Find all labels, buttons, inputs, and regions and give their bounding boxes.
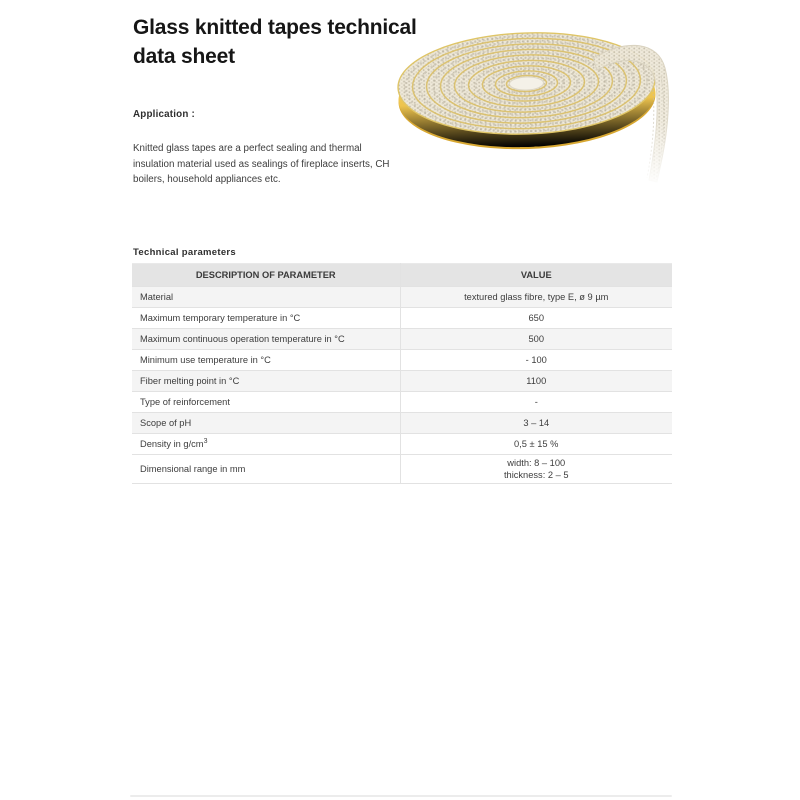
table-row [132, 287, 672, 308]
table-row [132, 434, 672, 455]
page-title-line1: Glass knitted tapes technical [133, 16, 417, 40]
parameter-cell: Fiber melting point in °C [132, 371, 400, 392]
column-header-description: DESCRIPTION OF PARAMETER [132, 264, 400, 287]
page-title-line2: data sheet [133, 44, 235, 68]
table-row [132, 350, 672, 371]
value-cell: - [400, 392, 672, 413]
table-row [132, 455, 672, 484]
parameter-cell: Type of reinforcement [132, 392, 400, 413]
parameter-cell: Material [132, 287, 400, 308]
value-cell: 0,5 ± 15 % [400, 434, 672, 455]
value-cell: textured glass fibre, type E, ø 9 µm [400, 287, 672, 308]
table-row [132, 308, 672, 329]
value-cell: width: 8 – 100 thickness: 2 – 5 [400, 455, 672, 484]
table-header-row [132, 264, 672, 287]
value-cell: 3 – 14 [400, 413, 672, 434]
parameter-cell: Maximum temporary temperature in °C [132, 308, 400, 329]
technical-parameters-table [132, 263, 672, 484]
application-heading: Application : [133, 109, 195, 120]
table-row [132, 392, 672, 413]
table-row [132, 329, 672, 350]
value-cell: - 100 [400, 350, 672, 371]
parameter-cell: Scope of pH [132, 413, 400, 434]
parameter-cell: Minimum use temperature in °C [132, 350, 400, 371]
value-cell: 650 [400, 308, 672, 329]
page-bottom-rule [130, 795, 672, 797]
value-cell: 500 [400, 329, 672, 350]
parameter-cell: Maximum continuous operation temperature in °C [132, 329, 400, 350]
table-row [132, 371, 672, 392]
application-text: Knitted glass tapes are a perfect sealing and thermal insulation material used as sealings of fireplace inserts, CH boilers, household appliances etc. [133, 142, 390, 186]
parameter-cell: Dimensional range in mm [132, 455, 400, 484]
value-cell: 1100 [400, 371, 672, 392]
tape-roll-illustration [388, 26, 680, 196]
table-caption: Technical parameters [133, 247, 236, 258]
table-row [132, 413, 672, 434]
product-photo [388, 26, 680, 196]
column-header-value: VALUE [400, 264, 672, 287]
parameter-cell: Density in $g/cm^3$ [132, 434, 400, 455]
